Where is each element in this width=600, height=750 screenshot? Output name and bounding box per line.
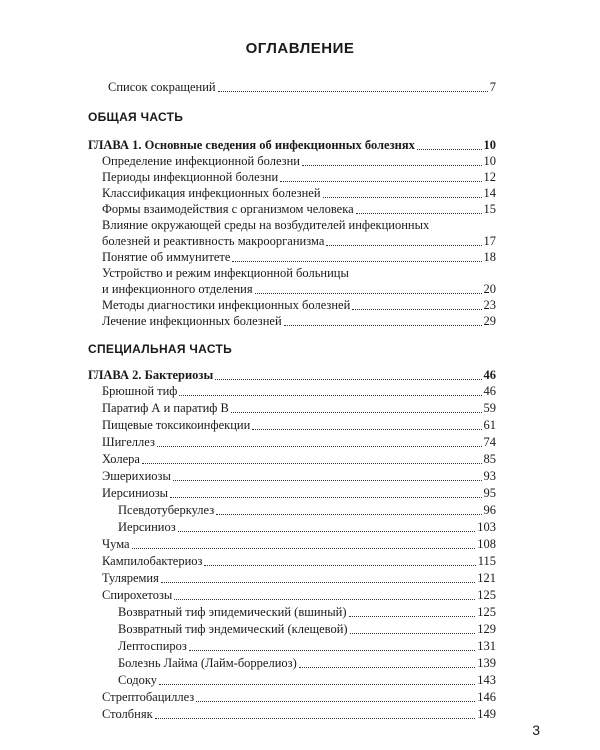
dot-leader: [142, 462, 482, 464]
dot-leader: [349, 615, 476, 617]
toc-subentry[interactable]: [118, 654, 496, 670]
toc-entry-label: Список сокращений: [108, 80, 216, 94]
dot-leader: [216, 513, 481, 515]
dot-leader: [232, 260, 481, 262]
toc-entry-page: 59: [483, 401, 496, 415]
toc-entry-label: Периоды инфекционной болезни: [102, 170, 279, 184]
toc-entry[interactable]: [102, 586, 496, 602]
toc-entry[interactable]: [102, 450, 496, 466]
toc-entry-page: 108: [477, 537, 496, 551]
toc-chapter-1[interactable]: [88, 136, 496, 152]
dot-leader: [356, 212, 482, 214]
toc-entry-label: Формы взаимодействия с организмом человека: [102, 202, 354, 216]
toc-entry-label: Понятие об иммунитете: [102, 250, 231, 264]
dot-leader: [255, 292, 482, 294]
dot-leader: [302, 164, 482, 166]
toc-entry-label: Туляремия: [102, 571, 159, 585]
toc-entry-label: Возвратный тиф эндемический (клещевой): [118, 622, 348, 636]
toc-subentry[interactable]: [118, 603, 496, 619]
toc-entry-page: 61: [483, 418, 496, 432]
toc-entry-page: 131: [477, 639, 496, 653]
dot-leader: [170, 496, 481, 498]
toc-entry[interactable]: [102, 688, 496, 704]
toc-subentry[interactable]: [118, 518, 496, 534]
dot-leader: [204, 564, 475, 566]
toc-entry-page: 10: [483, 154, 496, 168]
toc-entry-page: 115: [477, 554, 496, 568]
toc-entry-label: Содоку: [118, 673, 157, 687]
toc-entry-label: Иерсиниозы: [102, 486, 169, 500]
toc-entry-page: 23: [483, 298, 496, 312]
toc-entry-label: и инфекционного отделения: [102, 282, 253, 296]
toc-entry-page: 14: [483, 186, 496, 200]
toc-entry-page: 139: [477, 656, 496, 670]
dot-leader: [155, 717, 476, 719]
toc-entry[interactable]: [102, 248, 496, 264]
dot-leader: [417, 148, 482, 150]
dot-leader: [299, 666, 475, 668]
toc-entry[interactable]: [102, 484, 496, 500]
dot-leader: [218, 90, 488, 92]
toc-entry-page: 146: [477, 690, 496, 704]
toc-entry-page: 10: [483, 138, 496, 152]
toc-entry-page: 85: [483, 452, 496, 466]
toc-entry[interactable]: [102, 382, 496, 398]
toc-entry-label: Иерсиниоз: [118, 520, 176, 534]
toc-entry-label: болезней и реактивность макроорганизма: [102, 234, 325, 248]
toc-entry[interactable]: [102, 433, 496, 449]
section-heading-special: СПЕЦИАЛЬНАЯ ЧАСТЬ: [88, 342, 233, 356]
toc-entry-page: 74: [483, 435, 496, 449]
toc-entry[interactable]: [102, 200, 496, 216]
toc-entry-page: 12: [483, 170, 496, 184]
dot-leader: [280, 180, 481, 182]
toc-entry-label: Чума: [102, 537, 130, 551]
toc-entry-label: Шигеллез: [102, 435, 155, 449]
toc-entry[interactable]: [102, 535, 496, 551]
toc-subentry[interactable]: [118, 637, 496, 653]
toc-entry[interactable]: [102, 552, 496, 568]
dot-leader: [326, 244, 481, 246]
toc-entry-label: Лептоспироз: [118, 639, 187, 653]
toc-entry-page: 125: [477, 605, 496, 619]
toc-chapter-2[interactable]: [88, 366, 496, 382]
toc-entry-label: Болезнь Лайма (Лайм-боррелиоз): [118, 656, 297, 670]
toc-entry-label: Спирохетозы: [102, 588, 173, 602]
toc-entry-label: Стрептобациллез: [102, 690, 195, 704]
toc-entry-label: ГЛАВА 2. Бактериозы: [88, 368, 214, 382]
dot-leader: [231, 411, 482, 413]
toc-entry[interactable]: [102, 705, 496, 721]
dot-leader: [174, 598, 475, 600]
toc-entry-label: Кампилобактериоз: [102, 554, 203, 568]
toc-entry-page: 96: [483, 503, 496, 517]
dot-leader: [284, 324, 482, 326]
dot-leader: [323, 196, 482, 198]
dot-leader: [159, 683, 475, 685]
toc-entry[interactable]: [102, 168, 496, 184]
page-title: ОГЛАВЛЕНИЕ: [245, 40, 355, 57]
toc-entry-label: Пищевые токсикоинфекции: [102, 418, 251, 432]
toc-entry-label-line1: Устройство и режим инфекционной больницы: [102, 266, 349, 280]
toc-subentry[interactable]: [118, 620, 496, 636]
toc-entry-label: Брюшной тиф: [102, 384, 178, 398]
section-heading-general: ОБЩАЯ ЧАСТЬ: [88, 110, 184, 124]
dot-leader: [178, 530, 476, 532]
toc-entry-label: Холера: [102, 452, 140, 466]
toc-entry-label-line1: Влияние окружающей среды на возбудителей инфекционных: [102, 218, 430, 232]
dot-leader: [350, 632, 476, 634]
toc-entry-label: Псевдотуберкулез: [118, 503, 215, 517]
toc-entry-page: 20: [483, 282, 496, 296]
toc-entry[interactable]: [102, 312, 496, 328]
toc-subentry[interactable]: [118, 501, 496, 517]
toc-entry-page: 143: [477, 673, 496, 687]
toc-entry[interactable]: [102, 416, 496, 432]
toc-entry[interactable]: [102, 399, 496, 415]
toc-entry-page: 103: [477, 520, 496, 534]
toc-entry[interactable]: [102, 232, 496, 248]
toc-entry-page: 7: [489, 80, 496, 94]
toc-entry[interactable]: [102, 569, 496, 585]
toc-entry-label: Эшерихиозы: [102, 469, 171, 483]
dot-leader: [215, 378, 481, 380]
toc-entry-label: Методы диагностики инфекционных болезней: [102, 298, 351, 312]
toc-entry-label: Столбняк: [102, 707, 153, 721]
dot-leader: [196, 700, 475, 702]
toc-entry-page: 17: [483, 234, 496, 248]
toc-entry-page: 121: [477, 571, 496, 585]
toc-entry[interactable]: [102, 296, 496, 312]
toc-entry[interactable]: [102, 184, 496, 200]
toc-entry[interactable]: [102, 280, 496, 296]
dot-leader: [157, 445, 482, 447]
toc-entry-page: 125: [477, 588, 496, 602]
toc-entry-label: Паратиф А и паратиф В: [102, 401, 229, 415]
dot-leader: [132, 547, 476, 549]
toc-entry-page: 29: [483, 314, 496, 328]
toc-entry-page: 15: [483, 202, 496, 216]
toc-entry-page: 46: [483, 384, 496, 398]
toc-entry-label: Лечение инфекционных болезней: [102, 314, 282, 328]
toc-entry-abbreviations[interactable]: [108, 78, 496, 94]
toc-entry-label: Возвратный тиф эпидемический (вшиный): [118, 605, 347, 619]
toc-entry-page: 149: [477, 707, 496, 721]
toc-entry[interactable]: [102, 467, 496, 483]
toc-entry-page: 95: [483, 486, 496, 500]
toc-entry-page: 18: [483, 250, 496, 264]
toc-entry-page: 129: [477, 622, 496, 636]
toc-entry-page: 93: [483, 469, 496, 483]
toc-entry-label: Определение инфекционной болезни: [102, 154, 300, 168]
toc-entry-label: ГЛАВА 1. Основные сведения об инфекционных болезнях: [88, 138, 415, 152]
dot-leader: [252, 428, 481, 430]
dot-leader: [179, 394, 481, 396]
toc-entry-label: Классификация инфекционных болезней: [102, 186, 321, 200]
dot-leader: [173, 479, 482, 481]
page-number: 3: [532, 722, 540, 738]
toc-entry[interactable]: [102, 152, 496, 168]
toc-subentry[interactable]: [118, 671, 496, 687]
dot-leader: [352, 308, 481, 310]
toc-entry-page: 46: [483, 368, 496, 382]
dot-leader: [189, 649, 475, 651]
dot-leader: [161, 581, 475, 583]
